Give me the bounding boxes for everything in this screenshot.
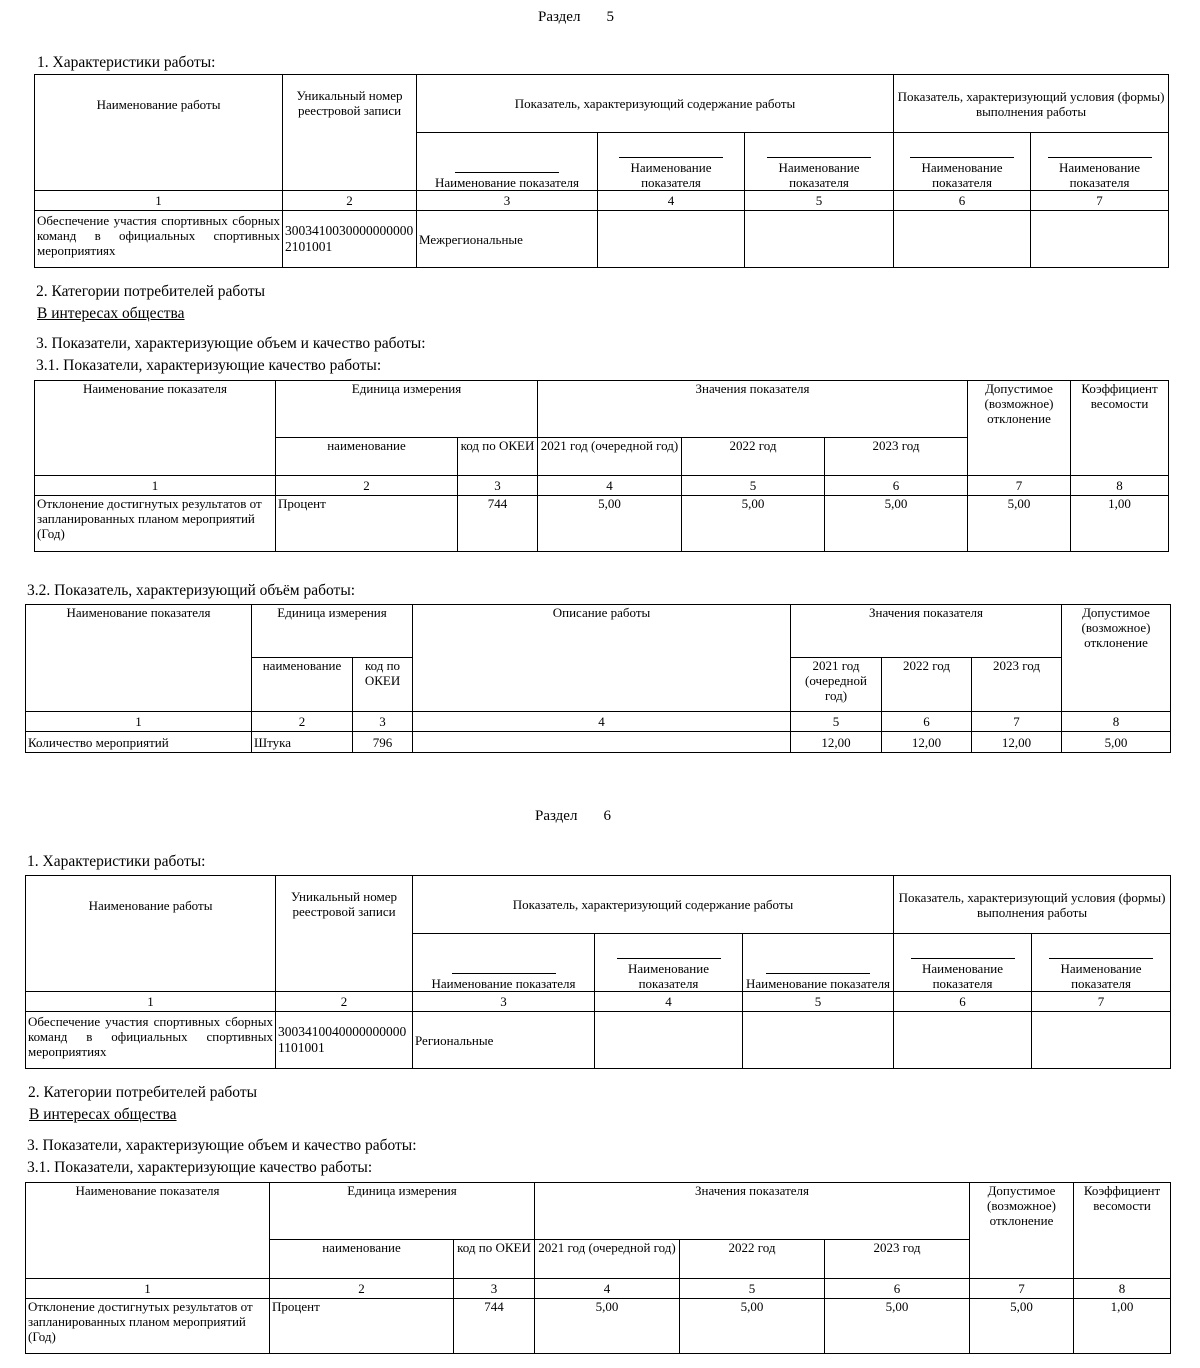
column-number: 6 (825, 1279, 970, 1299)
header-year-2023: 2023 год (972, 658, 1062, 712)
value-2021-cell: 12,00 (791, 732, 882, 753)
section-label: Раздел (538, 9, 581, 25)
deviation-cell: 5,00 (968, 496, 1071, 552)
registry-number-cell: 30034100400000000001101001 (276, 1012, 413, 1069)
header-unit-name: наименование (270, 1240, 454, 1279)
weight-cell: 1,00 (1071, 496, 1169, 552)
header-indicator-name: Наименование показателя (595, 934, 743, 992)
column-number: 5 (791, 712, 882, 732)
column-number: 6 (825, 476, 968, 496)
empty-cell (1031, 211, 1169, 268)
value-2023-cell: 5,00 (825, 1299, 970, 1354)
header-work-name: Наименование работы (26, 876, 276, 992)
header-deviation: Допустимое (возможное) отклонение (968, 381, 1071, 476)
section-6-indicators-heading: 3. Показатели, характеризующие объем и качество работы: (27, 1137, 417, 1154)
table-row (26, 1299, 1171, 1354)
empty-cell (595, 1012, 743, 1069)
deviation-cell: 5,00 (1062, 732, 1171, 753)
empty-cell (894, 1012, 1032, 1069)
header-work-name: Наименование работы (35, 75, 283, 191)
column-number: 4 (598, 191, 745, 211)
column-number: 3 (413, 992, 595, 1012)
header-okei: код по ОКЕИ (353, 658, 413, 712)
header-indicator-name: Наименование показателя (417, 133, 598, 191)
section-5-quality-table (34, 380, 1169, 552)
column-number: 7 (972, 712, 1062, 732)
work-description-cell (413, 732, 791, 753)
indicator-name-cell: Количество мероприятий (26, 732, 252, 753)
section-6-characteristics-table (25, 875, 1171, 1069)
okei-cell: 744 (458, 496, 538, 552)
section-5-consumers-value: В интересах общества (37, 305, 185, 322)
column-number: 4 (595, 992, 743, 1012)
header-indicator-name: Наименование показателя (1031, 133, 1169, 191)
header-year-2022: 2022 год (682, 438, 825, 476)
indicator-name-cell: Отклонение достигнутых результатов от запланированных планом мероприятий (Год) (26, 1299, 270, 1354)
value-2023-cell: 5,00 (825, 496, 968, 552)
header-indicator-name: Наименование показателя (26, 1183, 270, 1279)
unit-name-cell: Штука (252, 732, 353, 753)
column-number: 1 (26, 992, 276, 1012)
header-registry-number: Уникальный номер реестровой записи (276, 876, 413, 992)
table-row (26, 732, 1171, 753)
section-number: 6 (603, 808, 611, 824)
section-6-consumers-value: В интересах общества (29, 1106, 177, 1123)
table-row (35, 496, 1169, 552)
work-name-cell: Обеспечение участия спортивных сборных команд в официальных спортивных мероприятиях (35, 211, 283, 268)
header-unit-name: наименование (252, 658, 353, 712)
column-number: 4 (535, 1279, 680, 1299)
header-indicator-name: Наименование показателя (745, 133, 894, 191)
column-number: 2 (270, 1279, 454, 1299)
content-indicator-cell: Региональные (413, 1012, 595, 1069)
empty-cell (1032, 1012, 1171, 1069)
section-5-title (538, 9, 614, 26)
column-number: 7 (1031, 191, 1169, 211)
column-number: 5 (743, 992, 894, 1012)
value-2022-cell: 5,00 (682, 496, 825, 552)
column-number: 8 (1062, 712, 1171, 732)
okei-cell: 796 (353, 732, 413, 753)
section-5-characteristics-heading: 1. Характеристики работы: (37, 54, 216, 71)
deviation-cell: 5,00 (970, 1299, 1074, 1354)
column-number: 6 (894, 992, 1032, 1012)
table-row (26, 1012, 1171, 1069)
header-year-2023: 2023 год (825, 1240, 970, 1279)
header-weight: Коэффициент весомости (1071, 381, 1169, 476)
header-indicator-name: Наименование показателя (894, 133, 1031, 191)
weight-cell: 1,00 (1074, 1299, 1171, 1354)
column-number: 3 (458, 476, 538, 496)
section-6-characteristics-heading: 1. Характеристики работы: (27, 853, 206, 870)
section-6-consumers-heading: 2. Категории потребителей работы (28, 1084, 258, 1101)
column-number: 4 (413, 712, 791, 732)
unit-name-cell: Процент (270, 1299, 454, 1354)
column-number: 7 (970, 1279, 1074, 1299)
column-number: 4 (538, 476, 682, 496)
header-deviation: Допустимое (возможное) отклонение (1062, 605, 1171, 712)
section-5-volume-heading: 3.2. Показатель, характеризующий объём работы: (27, 582, 356, 599)
value-2023-cell: 12,00 (972, 732, 1062, 753)
column-number: 6 (882, 712, 972, 732)
section-6-quality-table (25, 1182, 1171, 1354)
header-year-2023: 2023 год (825, 438, 968, 476)
section-5-consumers-heading: 2. Категории потребителей работы (36, 283, 266, 300)
section-number: 5 (606, 9, 614, 25)
section-5-quality-heading: 3.1. Показатели, характеризующие качество работы: (36, 357, 382, 374)
column-number: 2 (276, 992, 413, 1012)
okei-cell: 744 (454, 1299, 535, 1354)
header-unit: Единица измерения (252, 605, 413, 658)
header-conditions-indicator: Показатель, характеризующий условия (формы) выполнения работы (894, 75, 1169, 133)
unit-name-cell: Процент (276, 496, 458, 552)
header-values: Значения показателя (535, 1183, 970, 1240)
column-number: 7 (1032, 992, 1171, 1012)
table-row (35, 211, 1169, 268)
header-okei: код по ОКЕИ (458, 438, 538, 476)
header-okei: код по ОКЕИ (454, 1240, 535, 1279)
column-number: 1 (35, 191, 283, 211)
header-year-2022: 2022 год (882, 658, 972, 712)
column-number: 3 (454, 1279, 535, 1299)
column-number: 2 (276, 476, 458, 496)
header-unit: Единица измерения (276, 381, 538, 438)
section-5-indicators-heading: 3. Показатели, характеризующие объем и качество работы: (36, 335, 426, 352)
header-indicator-name: Наименование показателя (598, 133, 745, 191)
content-indicator-cell: Межрегиональные (417, 211, 598, 268)
value-2021-cell: 5,00 (538, 496, 682, 552)
header-values: Значения показателя (791, 605, 1062, 658)
header-unit: Единица измерения (270, 1183, 535, 1240)
header-content-indicator: Показатель, характеризующий содержание работы (417, 75, 894, 133)
header-indicator-name: Наименование показателя (35, 381, 276, 476)
value-2022-cell: 12,00 (882, 732, 972, 753)
work-name-cell: Обеспечение участия спортивных сборных команд в официальных спортивных мероприятиях (26, 1012, 276, 1069)
header-weight: Коэффициент весомости (1074, 1183, 1171, 1279)
column-number: 5 (745, 191, 894, 211)
header-year-2021: 2021 год (очередной год) (538, 438, 682, 476)
column-number: 8 (1071, 476, 1169, 496)
column-number: 3 (417, 191, 598, 211)
section-5-characteristics-table (34, 74, 1169, 268)
header-indicator-name: Наименование показателя (1032, 934, 1171, 992)
header-conditions-indicator: Показатель, характеризующий условия (формы) выполнения работы (894, 876, 1171, 934)
section-5-volume-table (25, 604, 1171, 753)
header-year-2021: 2021 год (очередной год) (791, 658, 882, 712)
column-number: 1 (26, 1279, 270, 1299)
header-indicator-name: Наименование показателя (413, 934, 595, 992)
column-number: 2 (252, 712, 353, 732)
column-number: 3 (353, 712, 413, 732)
column-number: 5 (680, 1279, 825, 1299)
column-number: 6 (894, 191, 1031, 211)
empty-cell (743, 1012, 894, 1069)
column-number: 1 (35, 476, 276, 496)
empty-cell (894, 211, 1031, 268)
header-registry-number: Уникальный номер реестровой записи (283, 75, 417, 191)
empty-cell (598, 211, 745, 268)
section-6-title (535, 808, 611, 825)
header-work-description: Описание работы (413, 605, 791, 712)
column-number: 5 (682, 476, 825, 496)
indicator-name-cell: Отклонение достигнутых результатов от запланированных планом мероприятий (Год) (35, 496, 276, 552)
header-year-2021: 2021 год (очередной год) (535, 1240, 680, 1279)
column-number: 2 (283, 191, 417, 211)
value-2022-cell: 5,00 (680, 1299, 825, 1354)
header-content-indicator: Показатель, характеризующий содержание работы (413, 876, 894, 934)
value-2021-cell: 5,00 (535, 1299, 680, 1354)
registry-number-cell: 30034100300000000002101001 (283, 211, 417, 268)
section-6-quality-heading: 3.1. Показатели, характеризующие качество работы: (27, 1159, 373, 1176)
column-number: 1 (26, 712, 252, 732)
column-number: 8 (1074, 1279, 1171, 1299)
column-number: 7 (968, 476, 1071, 496)
header-deviation: Допустимое (возможное) отклонение (970, 1183, 1074, 1279)
header-unit-name: наименование (276, 438, 458, 476)
header-values: Значения показателя (538, 381, 968, 438)
header-indicator-name: Наименование показателя (26, 605, 252, 712)
header-indicator-name: Наименование показателя (894, 934, 1032, 992)
section-label: Раздел (535, 808, 578, 824)
header-year-2022: 2022 год (680, 1240, 825, 1279)
header-indicator-name: Наименование показателя (743, 934, 894, 992)
empty-cell (745, 211, 894, 268)
